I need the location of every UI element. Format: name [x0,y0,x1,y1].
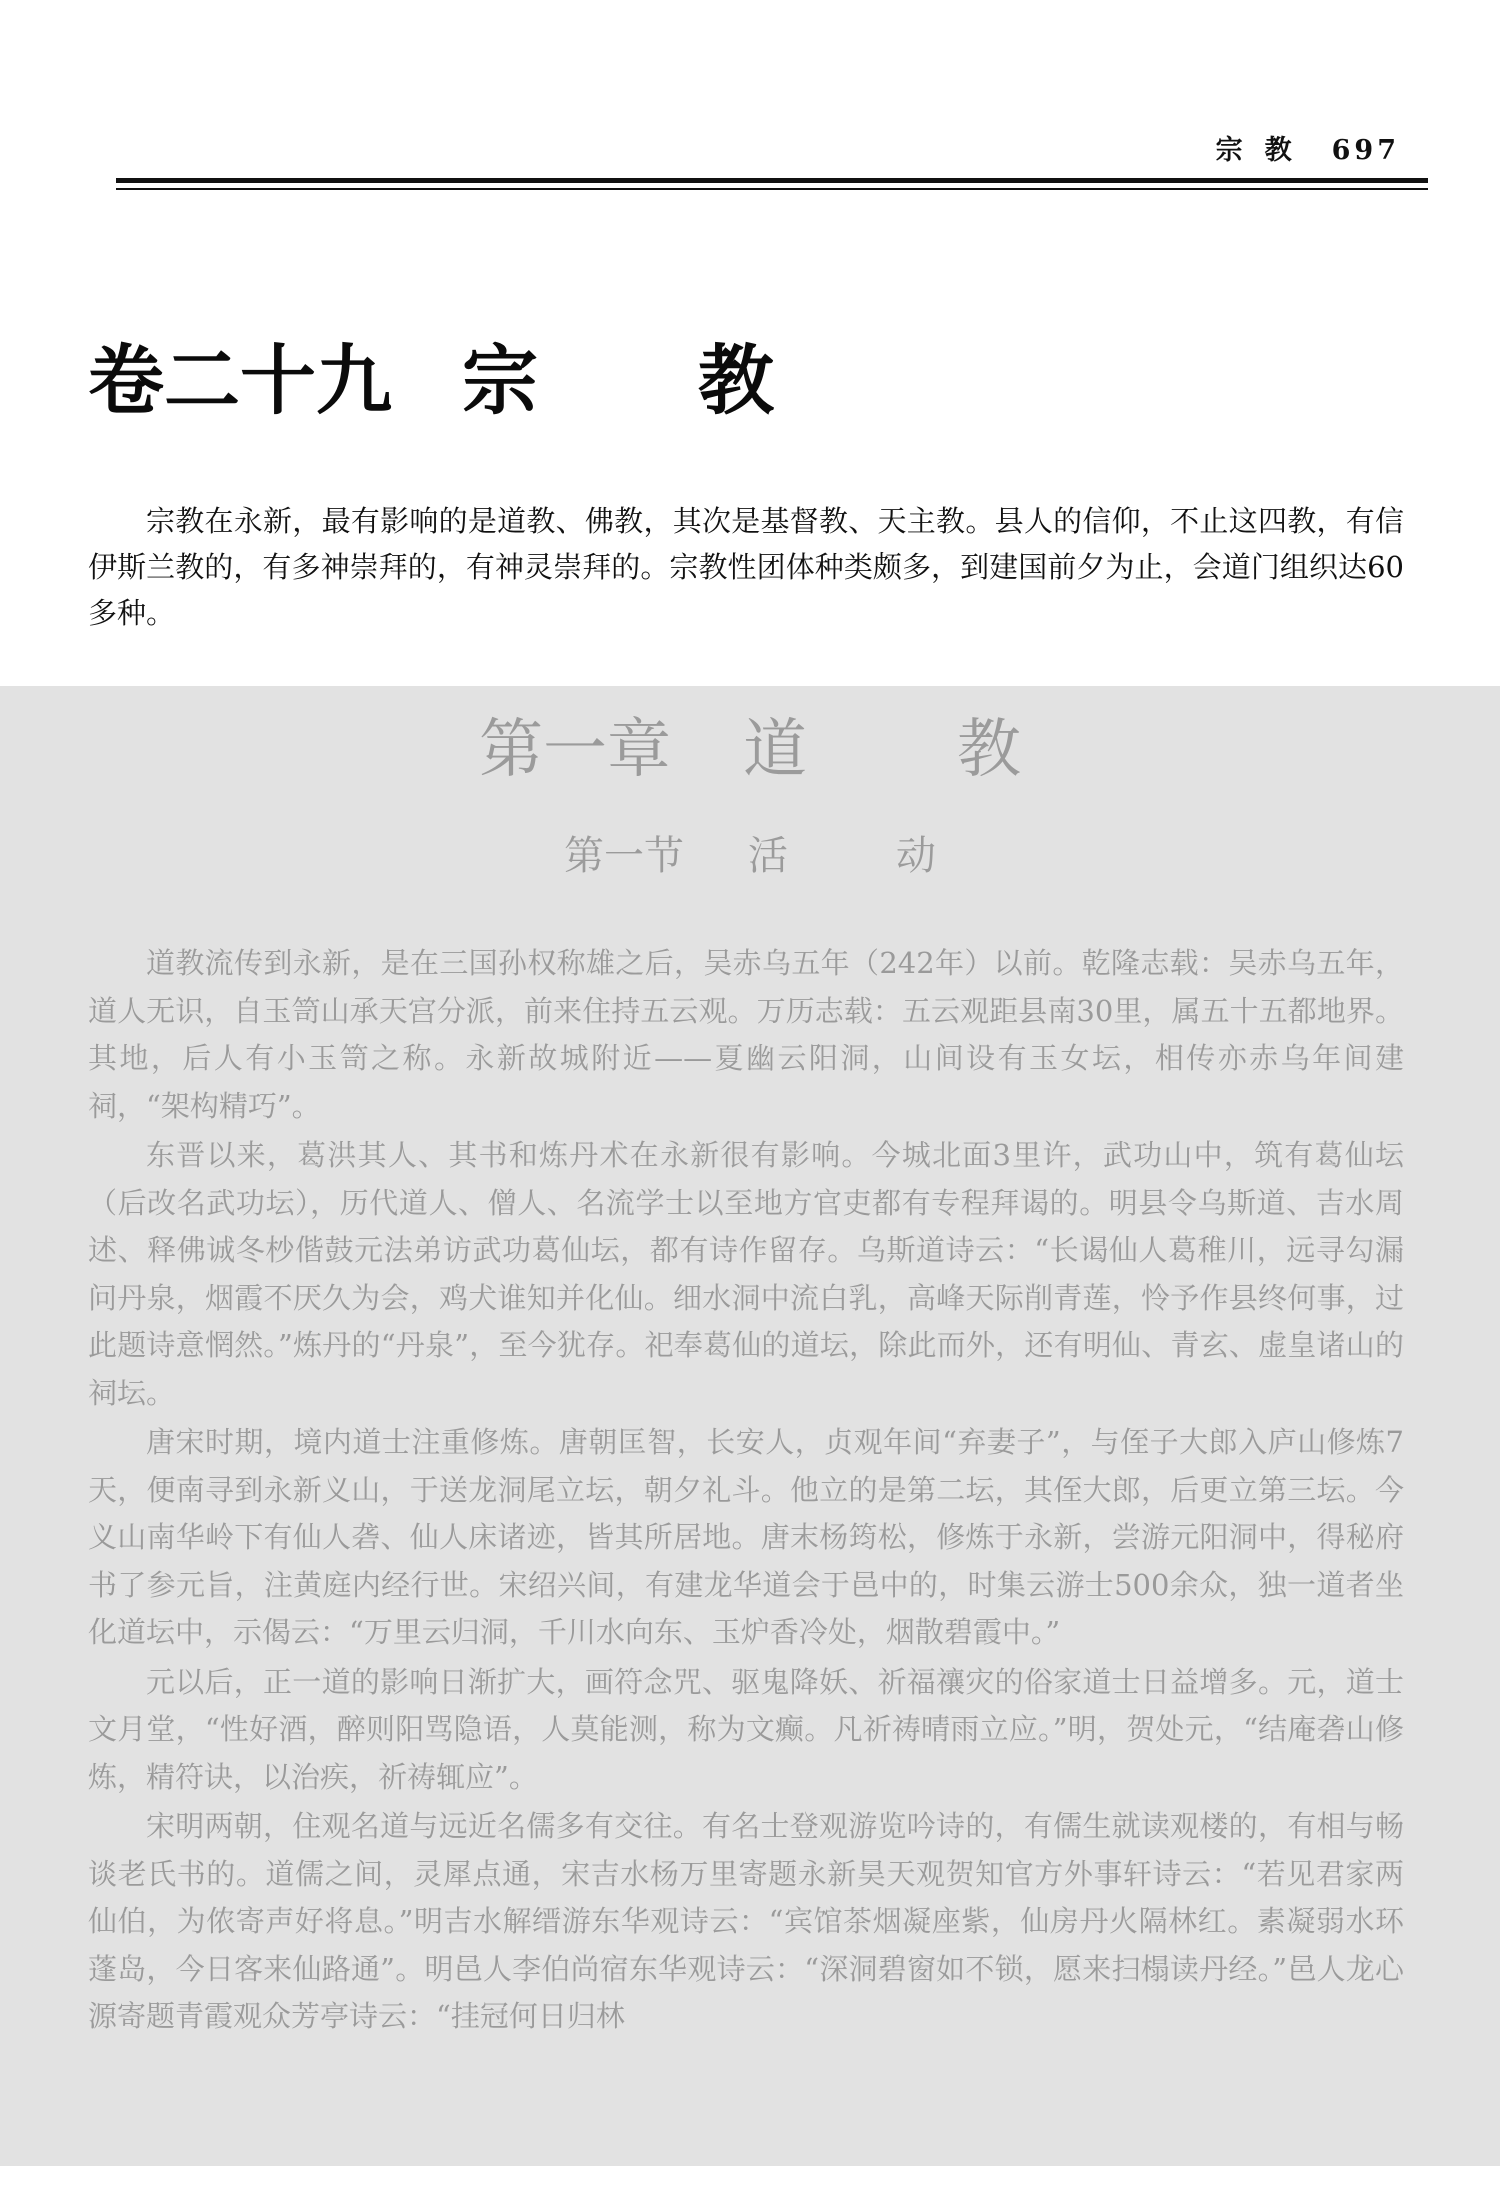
body-paragraph: 东晋以来，葛洪其人、其书和炼丹术在永新很有影响。今城北面3里许，武功山中，筑有葛仙坛（后改名武功坛），历代道人、僧人、名流学士以至地方官吏都有专程拜谒的。明县令乌斯道、吉水周述、释佛诚冬杪偕鼓元法弟访武功葛仙坛，都有诗作留存。乌斯道诗云：“长谒仙人葛稚川，远寻勾漏问丹泉，烟霞不厌久为会，鸡犬谁知并化仙。细水洞中流白乳，高峰天际削青莲，怜予作县终何事，过此题诗意惘然。”炼丹的“丹泉”，至今犹存。祀奉葛仙的道坛，除此而外，还有明仙、青玄、虚皇诸山的祠坛。 [88,1138,1404,1410]
section-title-char-1: 活 [748,833,788,879]
header-section: 宗教 [1215,135,1314,166]
volume-title-char-2: 教 [698,336,774,425]
volume-title-char-1: 宗 [462,336,538,425]
intro-paragraph: 宗教在永新，最有影响的是道教、佛教，其次是基督教、天主教。县人的信仰，不止这四教，有信伊斯兰教的，有多神崇拜的，有神灵崇拜的。宗教性团体种类颇多，到建国前夕为止，会道门组织达60多种。 [88,504,1404,630]
body-paragraph: 宋明两朝，住观名道与远近名儒多有交往。有名士登观游览吟诗的，有儒生就读观楼的，有相与畅谈老氏书的。道儒之间，灵犀点通，宋吉水杨万里寄题永新昊天观贺知官方外事轩诗云：“若见君家两仙伯，为侬寄声好将息。”明吉水解缙游东华观诗云：“宾馆茶烟凝座紫，仙房丹火隔林红。素凝弱水环蓬岛，今日客来仙路通”。明邑人李伯尚宿东华观诗云：“深洞碧窗如不锁，愿来扫榻读丹经。”邑人龙心源寄题青霞观众芳亭诗云：“挂冠何日归林 [88,1809,1404,2033]
section-number: 第一节 [564,833,684,879]
body-paragraph: 元以后，正一道的影响日渐扩大，画符念咒、驱鬼降妖、祈福禳灾的俗家道士日益增多。元，道士文月堂，“性好酒，醉则阳骂隐语，人莫能测，称为文癫。凡祈祷晴雨立应。”明，贺处元，“结庵砻山修炼，精符诀，以治疾，祈祷辄应”。 [88,1664,1404,1794]
body-text [88,940,1404,2043]
chapter-title-char-2: 教 [957,713,1021,787]
header-rule-thin [116,188,1428,190]
chapter-title [0,698,1500,790]
section-title [0,824,1500,881]
chapter-number: 第一章 [479,713,671,787]
volume-title [88,320,774,429]
running-header [1216,128,1400,167]
section-title-char-2: 动 [896,833,936,879]
body-paragraph: 唐宋时期，境内道士注重修炼。唐朝匡智，长安人，贞观年间“弃妻子”，与侄子大郎入庐山修炼7天，便南寻到永新义山，于送龙洞尾立坛，朝夕礼斗。他立的是第二坛，其侄大郎，后更立第三坛。今义山南华岭下有仙人砻、仙人床诸迹，皆其所居地。唐末杨筠松，修炼于永新，尝游元阳洞中，得秘府书了参元旨，注黄庭内经行世。宋绍兴间，有建龙华道会于邑中的，时集云游士500余众，独一道者坐化道坛中，示偈云：“万里云归洞，千川水向东、玉炉香冷处，烟散碧霞中。” [88,1425,1404,1649]
body-paragraph: 道教流传到永新，是在三国孙权称雄之后，吴赤乌五年（242年）以前。乾隆志载：吴赤乌五年，道人无识，自玉笥山承天宫分派，前来住持五云观。万历志载：五云观距县南30里，属五十五都地界。其地，后人有小玉笥之称。永新故城附近——夏幽云阳洞，山间设有玉女坛，相传亦赤乌年间建祠，“架构精巧”。 [88,946,1404,1123]
page-number: 697 [1331,135,1400,166]
header-rule-thick [116,178,1428,183]
volume-number: 卷二十九 [88,336,392,425]
chapter-title-char-1: 道 [743,713,807,787]
